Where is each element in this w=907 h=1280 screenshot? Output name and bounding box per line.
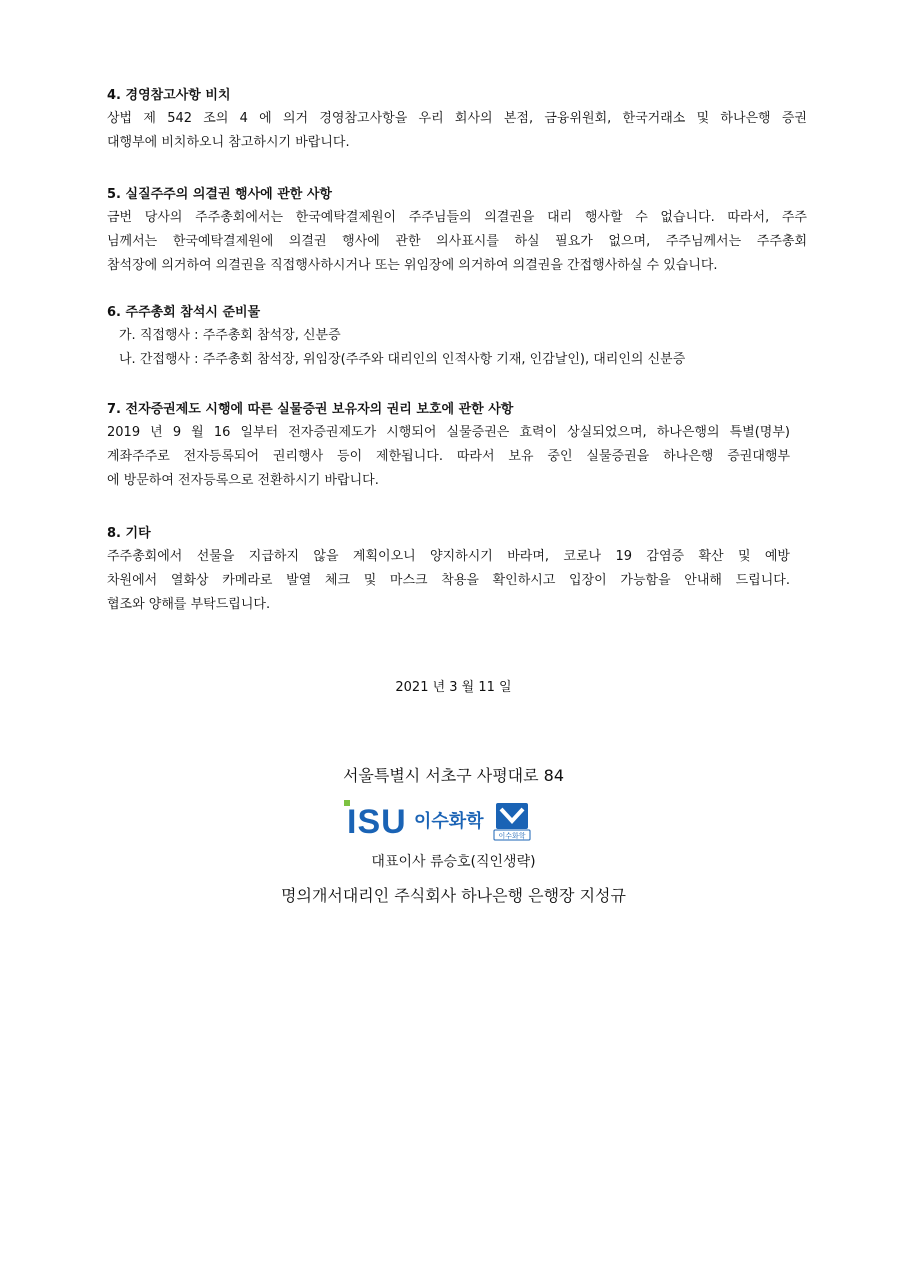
transfer-agent: 명의개서대리인 주식회사 하나은행 은행장 지성규 (281, 886, 626, 905)
section-heading: 8. 기타 (107, 526, 151, 541)
body-line: 차원에서 열화상 카메라로 발열 체크 및 마스크 착용을 확인하시고 입장이 가능함을 안내해 드립니다. (107, 573, 790, 588)
body-line: 협조와 양해를 부탁드립니다. (107, 597, 271, 612)
body-line: 님께서는 한국예탁결제원에 의결권 행사에 관한 의사표시를 하실 필요가 없으며, 주주님께서는 주주총회 (107, 234, 807, 249)
seal-icon (494, 803, 530, 840)
logo-korean-name: 이수화학 (414, 811, 484, 832)
section-body (107, 421, 807, 493)
section-heading: 6. 주주총회 참석시 준비물 (107, 305, 261, 320)
section-7 (107, 398, 807, 493)
body-line: 상법 제 542 조의 4 에 의거 경영참고사항을 우리 회사의 본점, 금융위원회, 한국거래소 및 하나은행 증권 (107, 111, 807, 126)
section-body (107, 545, 807, 617)
body-line: 에 방문하여 전자등록으로 전환하시기 바랍니다. (107, 473, 379, 488)
section-heading: 4. 경영참고사항 비치 (107, 88, 231, 103)
body-line: 대행부에 비치하오니 참고하시기 바랍니다. (107, 135, 350, 150)
section-body (107, 206, 807, 278)
section-5 (107, 183, 807, 278)
body-line: 금번 당사의 주주총회에서는 한국예탁결제원이 주주님들의 의결권을 대리 행사할 수 없습니다. 따라서, 주주 (107, 210, 807, 225)
company-logo (342, 797, 532, 841)
section-4 (107, 84, 807, 155)
section-heading: 5. 실질주주의 의결권 행사에 관한 사항 (107, 187, 332, 202)
seal-text: 이수화학 (498, 832, 526, 840)
body-line: 계좌주주로 전자등록되어 권리행사 등이 제한됩니다. 따라서 보유 중인 실물증권을 하나은행 증권대행부 (107, 449, 790, 464)
section-6 (107, 301, 807, 372)
body-line: 주주총회에서 선물을 지급하지 않을 계획이오니 양지하시기 바라며, 코로나 19 감염증 확산 및 예방 (107, 549, 790, 564)
section-8 (107, 522, 807, 617)
company-address: 서울특별시 서초구 사평대로 84 (342, 766, 565, 785)
representative: 대표이사 류승호(직인생략) (371, 854, 536, 870)
section-heading: 7. 전자증권제도 시행에 따른 실물증권 보유자의 권리 보호에 관한 사항 (107, 402, 514, 417)
list-item: 가. 직접행사 : 주주총회 참석장, 신분증 (119, 328, 341, 343)
list-item: 나. 간접행사 : 주주총회 참석장, 위임장(주주와 대리인의 인적사항 기재, 인감날인), 대리인의 신분증 (119, 352, 686, 367)
body-line: 참석장에 의거하여 의결권을 직접행사하시거나 또는 위임장에 의거하여 의결권을 간접행사하실 수 있습니다. (107, 258, 718, 273)
section-body (107, 107, 807, 155)
logo-wordmark: ISU (347, 803, 407, 841)
body-line: 2019 년 9 월 16 일부터 전자증권제도가 시행되어 실물증권은 효력이 상실되었으며, 하나은행의 특별(명부) (107, 425, 790, 440)
notice-date: 2021 년 3 월 11 일 (395, 680, 512, 695)
